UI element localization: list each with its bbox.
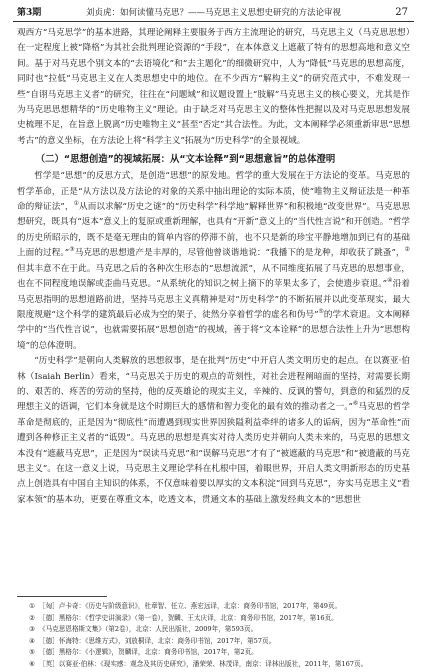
article-body xyxy=(17,26,410,508)
section-heading: （二）“思想创造”的视域拓展：从“文本诠释”到“思想意旨”的总体澄明 xyxy=(35,154,336,166)
footnote-item: ⑥ ［英］以赛亚·伯林：《现实感：观念及其历史研究》，潘荣荣、林茂译，南京：译林出版社，2011年，第167页。 xyxy=(29,659,368,668)
footnote-item: ③ 《马克思恩格斯文集》（第2卷），北京：人民出版社，2009年，第593页。 xyxy=(29,625,258,634)
issue-label: 第3期 xyxy=(17,8,42,18)
footnote-item: ① ［匈］卢卡奇：《历史与阶级意识》，杜章智、任立、燕宏远译，北京：商务印书馆，2017年，第49页。 xyxy=(29,602,342,610)
footnotes xyxy=(17,601,410,671)
paragraph: 哲学是“思想”的反思方式，是创造“思想”的原发地。哲学的重大发展在于方法论的变革。马克思的哲学革命，正是“从方法以及方法论的对象的关系中抽出理论的实际本质，使“唯物主义辩证法是一种革命的辩证法”，①从而以求解“历史之谜”的“历史科学”科学地“解释世界”和积极地“改变世界”。马克思思想研究，既具有“返本”意义上的复原或重新理解，也具有“开新”意义上的“当代性言说”和开创造。“哲学的历史所昭示的，既不是毫无理由的简单内容的停滞不前，也不只是新的珍宝平静地增加到已有的基础上面的过程。”③马克思的思想遗产是丰厚的，尽管他曾谈谐地说：“我播下的是龙种，却收获了跳蚤”，②但其丰意不在于此。马克思之后的各种次生形态的“思想流派”，从不同维度拓展了马克思的思想事业，也在不同程度地误解或歪曲马克思。“从系统化的知识之树上摘下的苹果太多了，会使遗步衰退。”④沿着马克思指明的思想道路前进，坚持马克思主义真精神是对“历史科学”的不断拓展并以此变革现实，最大限度规避“这个科学的建筑最后必成为空的架子，徒然分享着哲学的虚名和伪号”⑤的学术衰退。文本阐释学中的“当代性言说”，也就需要拓展“思想创造”的视域，善于将“文本诠释”的思想合法性上升为“思想构境”的总体澄明。 xyxy=(17,171,411,351)
footnote-ref[interactable]: ② xyxy=(404,246,411,254)
footnote-rule xyxy=(17,596,107,597)
paragraph: “历史科学”是朝向人类解放的思想叙事，是在批判“历史”中开启人类文明历史的起点。在以赛亚·伯林（Isaiah Berlin）看来，“马克思关于历史的观点的苛刻性，对社会进程阐暗面的坚持，对需要长期的、艰苦的、疼苦的劳动的坚持，他的反英雄论的现实主义，辛辣的、反讽的警句，到意的和猛烈的反理想主义的语调，它们本身就是这个时期巨大的感情和智力变化的最有效的推动者之一。”⑥马克思的哲学革命是彻底的，正是因为“彻底性”而遭遇到现实世界因狭隘利益牵绊的诸多人的诟病，因为“革命性”而遭到各种修正主义者的“诋毁”。马克思的思想是真实对待人类历史并朝向人类未来的，马克思的思想文本没有“遮蔽马克思”，正是因为“误读马克思”和“误解马克思”才有了“被遮蔽的马克思”和“被遗蔽的马克思主义”。在这一意义上说，马克思主义理论学科在札根中国，着眼世界，开启人类文明新形态的历史基点上创造具有中国自主知识的体系，不仅意味着要以厚实的文本积淀“回到马克思”，夯实马克思主义“看家本领”的基本功，更要在尊重文本，吃透文本，贯通文本的基础上激发经典文本的“思想世 xyxy=(17,356,410,505)
page-number: 27 xyxy=(395,7,408,18)
footnote-item: ⑤ ［德］黑格尔：《小逻辑》，贺麟译，北京：商务印书馆，2017年，第2页。 xyxy=(29,648,258,657)
page-header xyxy=(13,6,414,20)
footnote-item: ④ ［德］怀海特：《思维方式》，刘放桐译，北京：商务印书馆，2017年，第57页。 xyxy=(29,636,276,645)
footnote-ref[interactable]: ⑥ xyxy=(352,400,359,408)
footnote-ref[interactable]: ⑤ xyxy=(318,308,324,316)
paragraph: 观西方“马克思学”的基本进路，其理论阐释主要服务于西方主流理论的研究，马克思主义（马克思思想）在一定程度上被“降格”为其社会批判理论资源的“手段”，在本体意义上遮蔽了特有的思想高地和意义空间。基于对马克思个别文本的“去语境化”和“去主题化”的细微研究中，人为“降低”马克思的思想高度，同时也“拉低”马克思主义在人类思想史中的地位。在不少西方“解构主义”的研究范式中，不难发现一些“自诩马克思主义者”的研究，往往在“问题域”和议题设置上“肢解”马克思主义的核心要义，尤其是作为马克思思想精华的“历史唯物主义”理论。由于缺乏对马克思主义的整体性把握以及对马克思思想发展史梳理不足，在旨意上脱离“历史唯物主义”甚至“否定”其合法性。为此，文本阐释学必须重新审思“思想考古”的意义坐标，在方法论上将“科学主义”拓展为“历史科学”的全景视域。 xyxy=(17,28,410,146)
footnote-ref[interactable]: ③ xyxy=(69,246,75,254)
header-rule xyxy=(13,21,414,22)
footnote-ref[interactable]: ④ xyxy=(387,277,393,285)
footnote-ref[interactable]: ① xyxy=(73,200,80,208)
running-title: 刘贞虎：如何读懂马克思？——马克思主义思想史研究的方法论审视 xyxy=(85,8,341,18)
footnote-item: ② ［德］黑格尔：《哲学史讲演录》（第一卷），贺麟、王太庆译，北京：商务印书馆，2017年，第16页。 xyxy=(29,613,338,622)
